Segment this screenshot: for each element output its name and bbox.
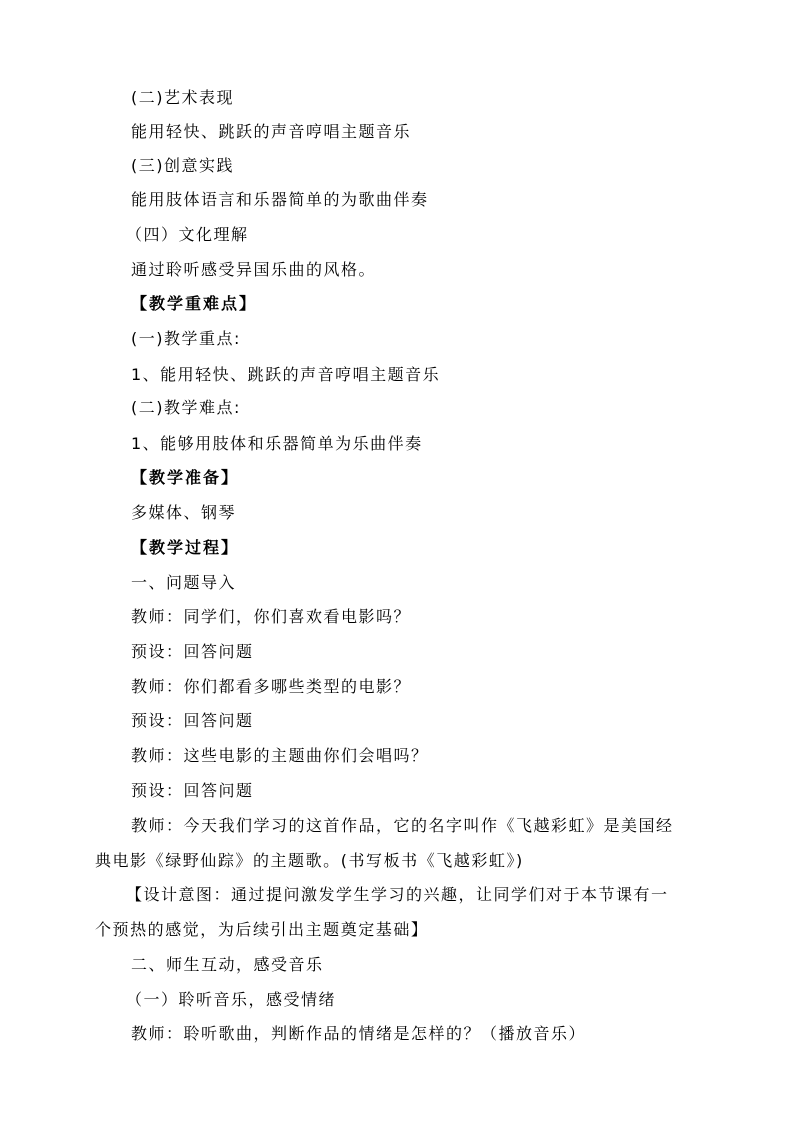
heading-teaching-process: 【教学过程】 xyxy=(131,538,240,557)
heading-teaching-preparation: 【教学准备】 xyxy=(131,468,240,487)
subheading-difficult-points: (二)教学难点: xyxy=(131,398,241,417)
dialogue-line: 教师：这些电影的主题曲你们会唱吗？ xyxy=(131,746,429,765)
heading-key-difficult-points: 【教学重难点】 xyxy=(131,294,258,313)
dialogue-line: 教师：今天我们学习的这首作品，它的名字叫作《飞越彩虹》是美国经 xyxy=(131,816,674,835)
dialogue-line: 预设：回答问题 xyxy=(131,642,254,661)
paragraph-text: 能用轻快、跳跃的声音哼唱主题音乐 xyxy=(131,122,412,141)
dialogue-line: 教师：聆听歌曲，判断作品的情绪是怎样的？（播放音乐） xyxy=(131,1024,587,1043)
design-intent-note: 【设计意图：通过提问激发学生学习的兴趣，让同学们对于本节课有一 xyxy=(126,885,669,904)
subheading-interaction: 二、师生互动，感受音乐 xyxy=(131,955,324,974)
paragraph-text: 多媒体、钢琴 xyxy=(131,503,237,522)
dialogue-line: 预设：回答问题 xyxy=(131,781,254,800)
dialogue-line: 教师：你们都看多哪些类型的电影？ xyxy=(131,677,412,696)
list-item: 1、能够用肢体和乐器简单为乐曲伴奏 xyxy=(131,434,423,453)
paragraph-text: 能用肢体语言和乐器简单的为歌曲伴奏 xyxy=(131,190,429,209)
section-heading-cultural-understanding: （四）文化理解 xyxy=(126,225,249,244)
design-intent-note-continuation: 个预热的感觉，为后续引出主题奠定基础】 xyxy=(95,920,429,939)
section-heading-creative-practice: (三)创意实践 xyxy=(131,156,234,175)
list-item: 1、能用轻快、跳跃的声音哼唱主题音乐 xyxy=(131,365,441,384)
subheading-key-points: (一)教学重点: xyxy=(131,329,241,348)
dialogue-line-continuation: 典电影《绿野仙踪》的主题歌。(书写板书《飞越彩虹》) xyxy=(95,851,524,870)
section-heading-artistic-expression: (二)艺术表现 xyxy=(131,88,234,107)
subheading-introduction: 一、问题导入 xyxy=(131,573,237,592)
dialogue-line: 教师：同学们，你们喜欢看电影吗？ xyxy=(131,607,412,626)
dialogue-line: 预设：回答问题 xyxy=(131,711,254,730)
paragraph-text: 通过聆听感受异国乐曲的风格。 xyxy=(131,260,377,279)
subheading-listening: （一）聆听音乐，感受情绪 xyxy=(126,990,337,1009)
